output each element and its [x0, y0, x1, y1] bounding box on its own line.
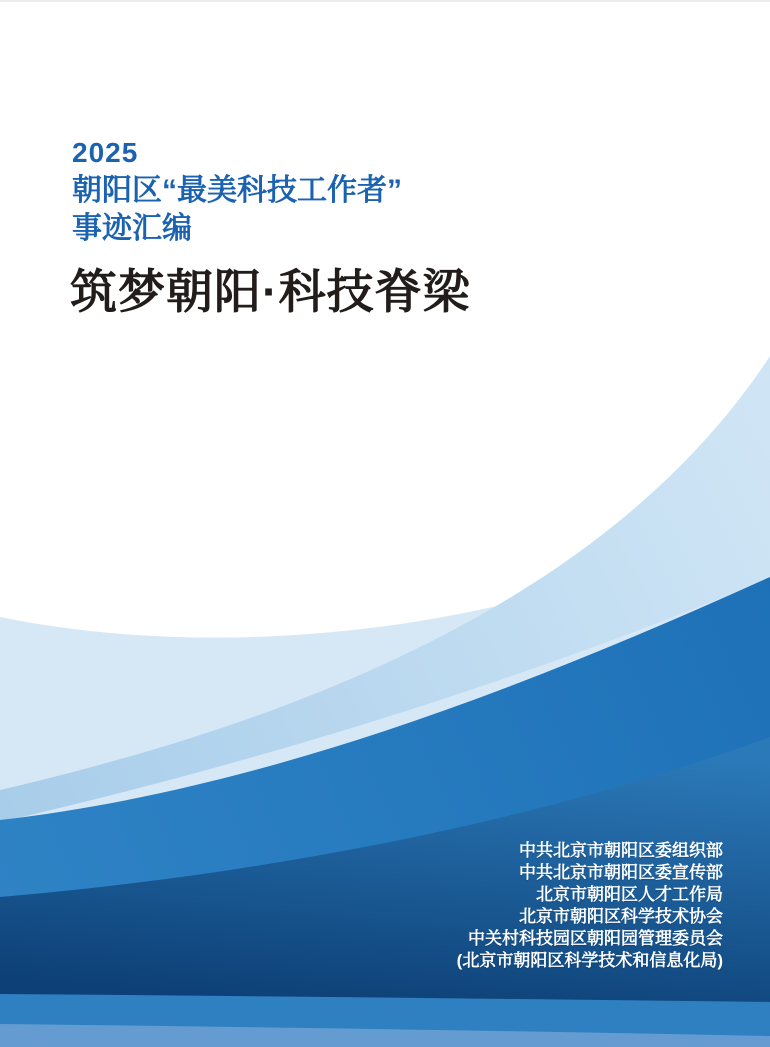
organization-line: 北京市朝阳区人才工作局	[536, 885, 723, 904]
organization-line: 中共北京市朝阳区委宣传部	[519, 863, 723, 882]
organization-line: 北京市朝阳区科学技术协会	[519, 907, 723, 926]
organization-line: (北京市朝阳区科学技术和信息化局)	[456, 951, 723, 970]
cover-subtitle-line2: 事迹汇编	[72, 212, 192, 245]
organization-list	[457, 840, 723, 972]
organization-line: 中共北京市朝阳区委组织部	[519, 841, 723, 860]
cover-main-title: 筑梦朝阳·科技脊梁	[70, 265, 471, 318]
cover-year: 2025	[72, 137, 139, 168]
organization-line: 中关村科技园区朝阳园管理委员会	[468, 929, 723, 948]
cover-subtitle-line1: 朝阳区“最美科技工作者”	[72, 174, 402, 207]
